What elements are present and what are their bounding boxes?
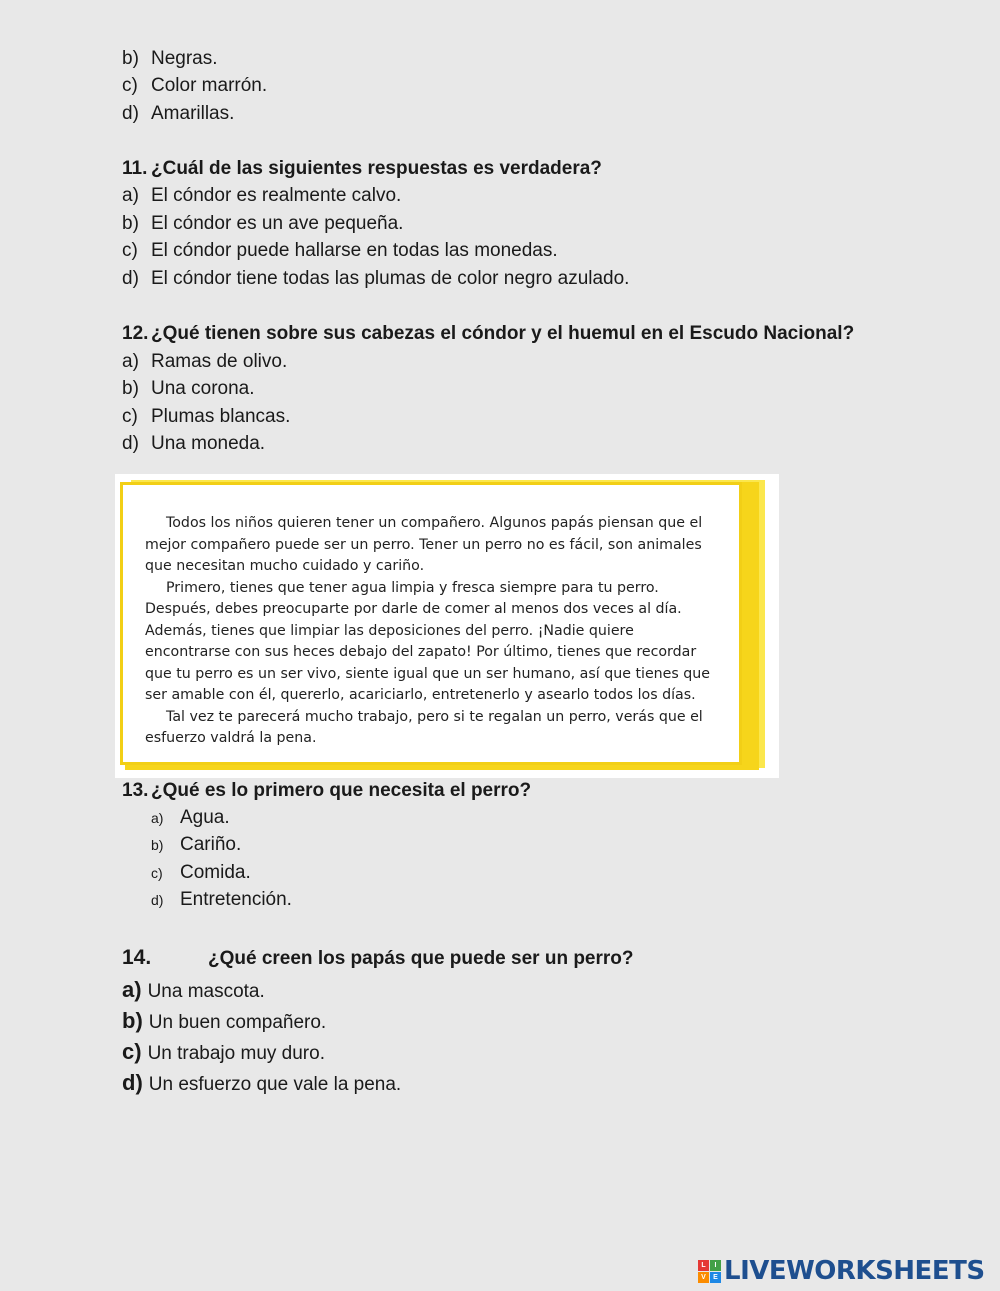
- question-text: ¿Qué es lo primero que necesita el perro?: [151, 780, 532, 801]
- option-letter: c): [122, 240, 138, 261]
- question-number: 11.: [122, 158, 148, 179]
- question-14-number: 14.: [122, 946, 152, 969]
- option-text: El cóndor es un ave pequeña.: [151, 213, 404, 234]
- option-letter: c): [122, 406, 138, 427]
- option-b[interactable]: [122, 48, 218, 70]
- q14-option-d[interactable]: [122, 1072, 401, 1096]
- q12-option-b[interactable]: [122, 378, 255, 400]
- option-letter: a): [151, 810, 164, 826]
- passage-paragraph: Tal vez te parecerá mucho trabajo, pero si te regalan un perro, verás que el esfuerzo valdrá la pena.: [145, 708, 703, 746]
- q12-option-c[interactable]: [122, 406, 290, 428]
- question-14-text: ¿Qué creen los papás que puede ser un perro?: [208, 948, 634, 969]
- question-text: ¿Cuál de las siguientes respuestas es verdadera?: [151, 158, 602, 179]
- option-text: Una moneda.: [151, 433, 266, 454]
- option-text: Una mascota.: [147, 981, 265, 1002]
- q11-option-b[interactable]: [122, 213, 403, 235]
- q11-option-c[interactable]: [122, 240, 558, 262]
- option-text: Agua.: [180, 807, 230, 828]
- option-text: Un buen compañero.: [148, 1012, 327, 1033]
- option-letter: b): [122, 1008, 143, 1033]
- q14-option-b[interactable]: [122, 1010, 326, 1034]
- option-letter: c): [151, 865, 163, 881]
- option-c[interactable]: [122, 75, 267, 97]
- option-text: Ramas de olivo.: [151, 351, 288, 372]
- question-12: [122, 323, 854, 345]
- option-text: Color marrón.: [151, 75, 268, 96]
- question-13: [122, 780, 531, 802]
- logo-mark-tile: E: [710, 1272, 721, 1283]
- liveworksheets-logo[interactable]: [698, 1257, 985, 1285]
- q14-option-a[interactable]: [122, 979, 265, 1003]
- option-text: Entretención.: [180, 889, 292, 910]
- question-number: 13.: [122, 780, 149, 801]
- option-letter: b): [122, 378, 139, 399]
- option-text: Un trabajo muy duro.: [147, 1043, 325, 1064]
- reading-passage-box: [115, 474, 779, 778]
- q12-option-d[interactable]: [122, 433, 265, 455]
- q13-option-a[interactable]: [151, 807, 230, 829]
- option-d[interactable]: [122, 103, 234, 125]
- option-letter: d): [122, 1070, 143, 1095]
- option-letter: d): [151, 892, 164, 908]
- option-text: El cóndor es realmente calvo.: [151, 185, 402, 206]
- option-letter: d): [122, 103, 139, 124]
- option-text: Un esfuerzo que vale la pena.: [148, 1074, 402, 1095]
- reading-passage: [120, 482, 742, 765]
- q11-option-d[interactable]: [122, 268, 629, 290]
- option-letter: d): [122, 268, 139, 289]
- option-text: Una corona.: [151, 378, 255, 399]
- logo-text: LIVEWORKSHEETS: [724, 1256, 985, 1286]
- logo-mark-tile: I: [710, 1260, 721, 1271]
- option-text: Negras.: [151, 48, 218, 69]
- option-text: Cariño.: [180, 834, 242, 855]
- option-letter: a): [122, 185, 139, 206]
- q11-option-a[interactable]: [122, 185, 401, 207]
- option-text: Comida.: [180, 862, 251, 883]
- option-text: El cóndor puede hallarse en todas las monedas.: [151, 240, 558, 261]
- question-11: [122, 158, 602, 180]
- logo-mark-icon: [698, 1260, 721, 1283]
- q13-option-c[interactable]: [151, 862, 251, 884]
- option-letter: b): [151, 837, 164, 853]
- option-text: El cóndor tiene todas las plumas de color negro azulado.: [151, 268, 630, 289]
- question-number: 12.: [122, 323, 149, 344]
- option-text: Plumas blancas.: [151, 406, 291, 427]
- option-letter: c): [122, 1039, 142, 1064]
- q14-option-c[interactable]: [122, 1041, 325, 1065]
- passage-paragraph: Todos los niños quieren tener un compañero. Algunos papás piensan que el mejor compañero puede ser un perro. Tener un perro no es fácil, son animales que necesitan mucho cuidado y cariño.: [145, 515, 703, 574]
- option-letter: a): [122, 977, 142, 1002]
- option-text: Amarillas.: [151, 103, 235, 124]
- option-letter: c): [122, 75, 138, 96]
- q13-option-d[interactable]: [151, 889, 292, 911]
- q13-option-b[interactable]: [151, 834, 241, 856]
- option-letter: b): [122, 48, 139, 69]
- q12-option-a[interactable]: [122, 351, 287, 373]
- logo-mark-tile: L: [698, 1260, 709, 1271]
- option-letter: a): [122, 351, 139, 372]
- question-text: ¿Qué tienen sobre sus cabezas el cóndor y el huemul en el Escudo Nacional?: [151, 323, 855, 344]
- option-letter: d): [122, 433, 139, 454]
- logo-mark-tile: V: [698, 1272, 709, 1283]
- option-letter: b): [122, 213, 139, 234]
- passage-paragraph: Primero, tienes que tener agua limpia y fresca siempre para tu perro. Después, debes preocuparte por darle de comer al menos dos veces al día. Además, tienes que limpiar las deposiciones del perro. ¡Nadie quiere encontrarse con sus heces debajo del zapato! Por último, tienes que recordar que tu perro es un ser vivo, siente igual que un ser humano, así que tienes que ser amable con él, quererlo, acariciarlo, entretenerlo y asearlo todos los días.: [145, 579, 711, 703]
